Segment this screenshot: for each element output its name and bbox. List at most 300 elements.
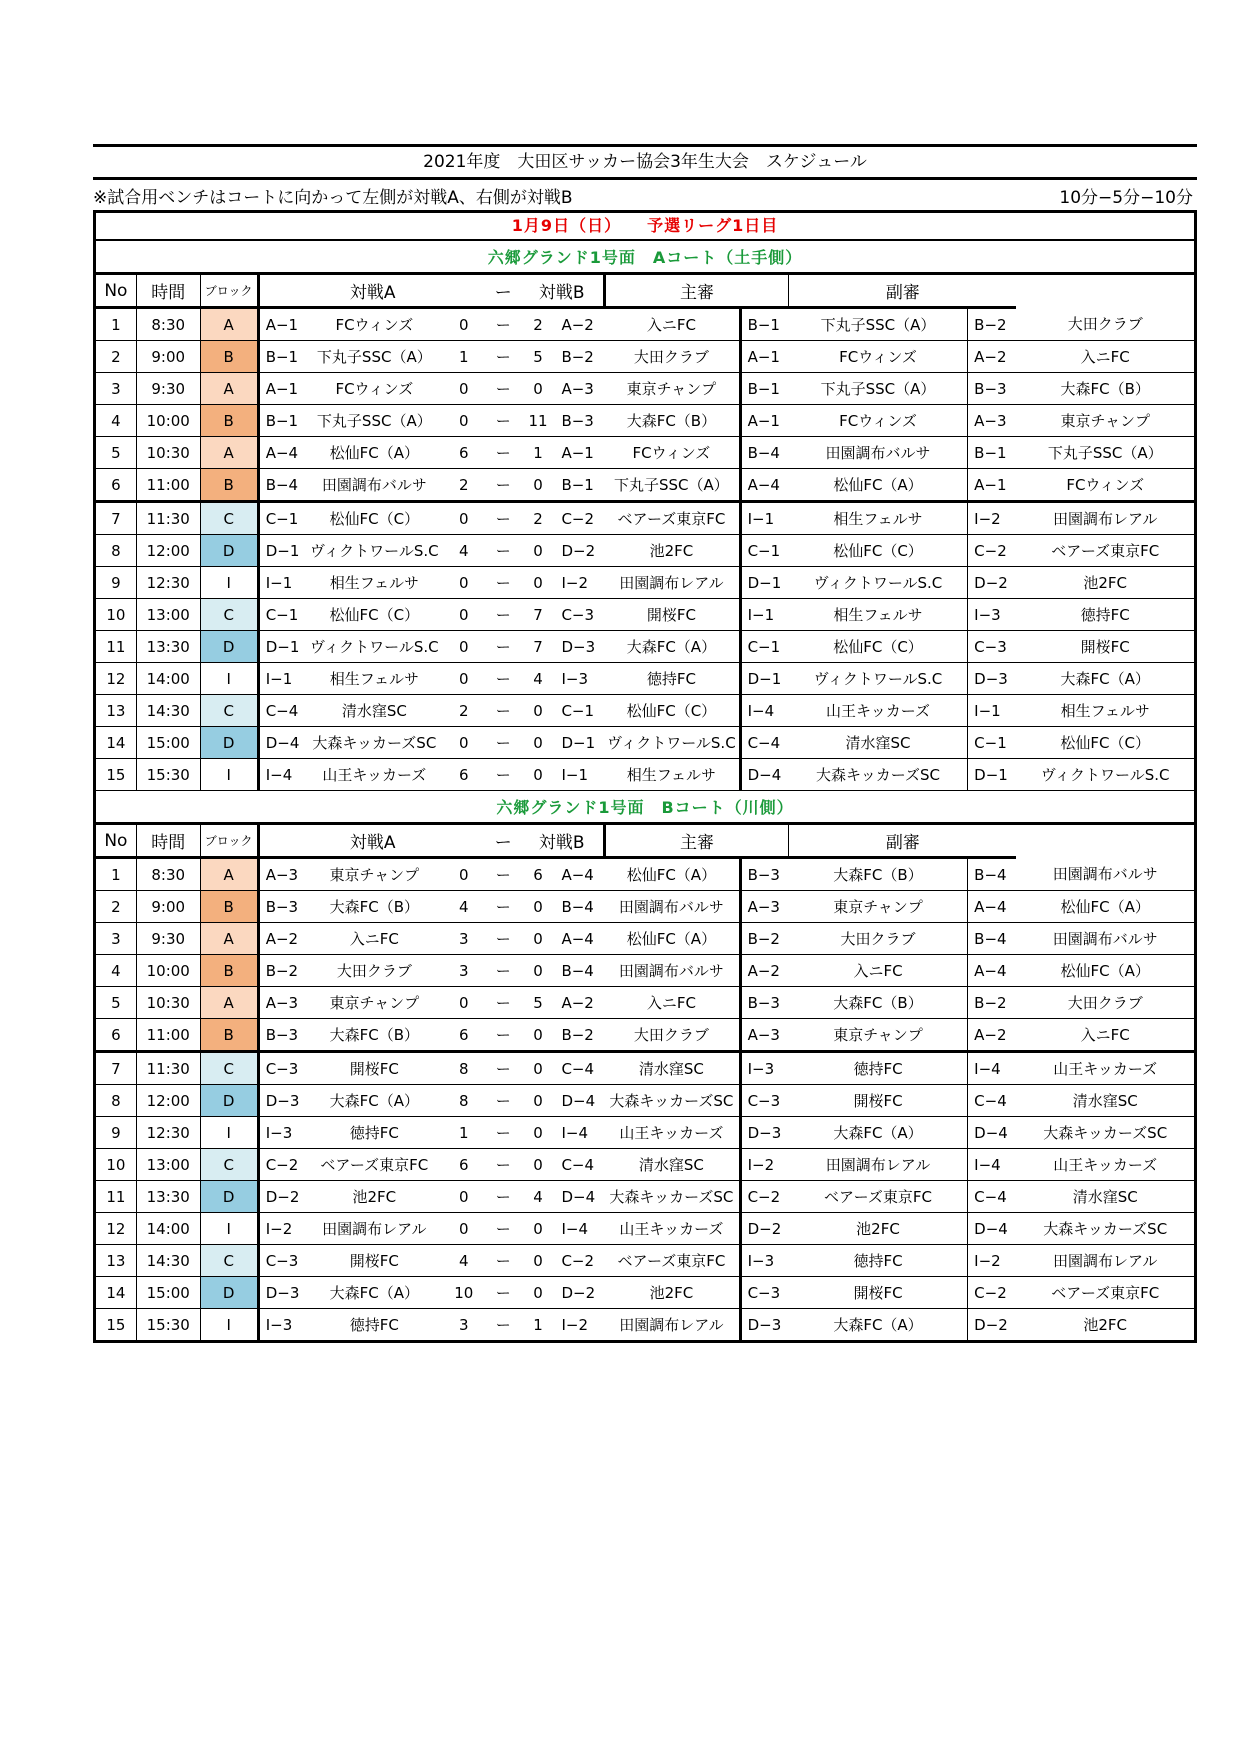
team-b-name: 入ニFC bbox=[604, 987, 740, 1019]
score-b: 0 bbox=[521, 1277, 556, 1309]
assistant-name: 山王キッカーズ bbox=[1016, 1052, 1195, 1085]
col-header-time: 時間 bbox=[136, 824, 200, 858]
team-a-name: 大森FC（B） bbox=[307, 891, 442, 923]
referee-code: D−3 bbox=[740, 1309, 789, 1342]
court-name: 六郷グランド1号面 Aコート（土手側） bbox=[95, 241, 1196, 274]
assistant-name: 松仙FC（A） bbox=[1016, 955, 1195, 987]
score-dash: ー bbox=[486, 891, 521, 923]
team-b-code: C−4 bbox=[555, 1052, 604, 1085]
team-a-code: I−2 bbox=[258, 1213, 307, 1245]
team-a-name: ヴィクトワールS.C bbox=[307, 631, 442, 663]
match-row bbox=[95, 663, 1196, 695]
referee-name: 大森キッカーズSC bbox=[789, 759, 968, 791]
team-b-name: FCウィンズ bbox=[604, 437, 740, 469]
col-header-assistant: 副審 bbox=[789, 824, 1017, 858]
score-a: 8 bbox=[442, 1085, 486, 1117]
match-block: B bbox=[200, 891, 258, 923]
match-no: 5 bbox=[95, 987, 137, 1019]
col-header-team-a: 対戦A bbox=[258, 274, 486, 308]
score-b: 2 bbox=[521, 308, 556, 341]
match-block: A bbox=[200, 437, 258, 469]
score-dash: ー bbox=[486, 373, 521, 405]
score-b: 0 bbox=[521, 1149, 556, 1181]
assistant-name: 松仙FC（A） bbox=[1016, 891, 1195, 923]
team-b-code: C−2 bbox=[555, 502, 604, 535]
team-a-name: FCウィンズ bbox=[307, 308, 442, 341]
match-time: 13:00 bbox=[136, 1149, 200, 1181]
score-b: 6 bbox=[521, 858, 556, 891]
referee-code: C−3 bbox=[740, 1085, 789, 1117]
match-block: B bbox=[200, 341, 258, 373]
assistant-code: A−3 bbox=[968, 405, 1017, 437]
match-block: C bbox=[200, 695, 258, 727]
team-a-name: 松仙FC（C） bbox=[307, 502, 442, 535]
match-row bbox=[95, 373, 1196, 405]
team-a-code: C−1 bbox=[258, 599, 307, 631]
team-b-name: 池2FC bbox=[604, 1277, 740, 1309]
score-dash: ー bbox=[486, 1213, 521, 1245]
team-a-code: B−3 bbox=[258, 891, 307, 923]
assistant-name: 田園調布レアル bbox=[1016, 1245, 1195, 1277]
schedule-sheet bbox=[93, 144, 1197, 1343]
score-dash: ー bbox=[486, 695, 521, 727]
assistant-code: C−4 bbox=[968, 1181, 1017, 1213]
team-b-code: A−1 bbox=[555, 437, 604, 469]
score-a: 8 bbox=[442, 1052, 486, 1085]
match-no: 3 bbox=[95, 373, 137, 405]
score-dash: ー bbox=[486, 1309, 521, 1342]
team-a-code: I−4 bbox=[258, 759, 307, 791]
referee-code: A−1 bbox=[740, 341, 789, 373]
score-a: 0 bbox=[442, 373, 486, 405]
team-a-code: A−1 bbox=[258, 373, 307, 405]
referee-code: I−4 bbox=[740, 695, 789, 727]
score-dash: ー bbox=[486, 1117, 521, 1149]
team-b-name: 大森キッカーズSC bbox=[604, 1181, 740, 1213]
match-time: 12:30 bbox=[136, 567, 200, 599]
assistant-code: D−2 bbox=[968, 1309, 1017, 1342]
referee-code: I−2 bbox=[740, 1149, 789, 1181]
match-block: C bbox=[200, 1245, 258, 1277]
match-no: 10 bbox=[95, 599, 137, 631]
referee-code: A−4 bbox=[740, 469, 789, 502]
score-b: 0 bbox=[521, 1245, 556, 1277]
team-a-name: 東京チャンプ bbox=[307, 987, 442, 1019]
match-time: 14:00 bbox=[136, 663, 200, 695]
day-label: 1月9日（日） 予選リーグ1日目 bbox=[93, 213, 1197, 241]
match-time: 9:00 bbox=[136, 341, 200, 373]
assistant-code: C−4 bbox=[968, 1085, 1017, 1117]
score-a: 0 bbox=[442, 405, 486, 437]
match-no: 1 bbox=[95, 858, 137, 891]
assistant-name: 入ニFC bbox=[1016, 341, 1195, 373]
match-row bbox=[95, 695, 1196, 727]
score-b: 0 bbox=[521, 955, 556, 987]
score-dash: ー bbox=[486, 1149, 521, 1181]
match-time: 13:00 bbox=[136, 599, 200, 631]
match-row bbox=[95, 987, 1196, 1019]
referee-name: 山王キッカーズ bbox=[789, 695, 968, 727]
team-a-name: 相生フェルサ bbox=[307, 567, 442, 599]
score-dash: ー bbox=[486, 599, 521, 631]
match-row bbox=[95, 599, 1196, 631]
team-a-name: 開桜FC bbox=[307, 1052, 442, 1085]
match-no: 14 bbox=[95, 1277, 137, 1309]
score-a: 6 bbox=[442, 1149, 486, 1181]
match-row bbox=[95, 1309, 1196, 1342]
team-a-name: 田園調布レアル bbox=[307, 1213, 442, 1245]
bench-note-text: ※試合用ベンチはコートに向かって左側が対戦A、右側が対戦B bbox=[93, 187, 573, 208]
match-block: C bbox=[200, 502, 258, 535]
team-b-name: 大森FC（A） bbox=[604, 631, 740, 663]
score-dash: ー bbox=[486, 469, 521, 502]
assistant-name: 大森FC（A） bbox=[1016, 663, 1195, 695]
team-a-name: 入ニFC bbox=[307, 923, 442, 955]
score-a: 0 bbox=[442, 599, 486, 631]
court-name-row bbox=[95, 791, 1196, 824]
score-a: 3 bbox=[442, 1309, 486, 1342]
column-header-row bbox=[95, 824, 1196, 858]
assistant-code: D−4 bbox=[968, 1117, 1017, 1149]
team-a-name: 田園調布バルサ bbox=[307, 469, 442, 502]
team-b-name: 大田クラブ bbox=[604, 341, 740, 373]
team-a-name: 相生フェルサ bbox=[307, 663, 442, 695]
referee-code: C−1 bbox=[740, 631, 789, 663]
court-name: 六郷グランド1号面 Bコート（川側） bbox=[95, 791, 1196, 824]
score-a: 4 bbox=[442, 535, 486, 567]
team-a-code: A−2 bbox=[258, 923, 307, 955]
col-header-dash: ー bbox=[486, 824, 521, 858]
team-b-code: B−2 bbox=[555, 1019, 604, 1052]
match-no: 4 bbox=[95, 955, 137, 987]
team-a-code: I−3 bbox=[258, 1309, 307, 1342]
referee-code: B−3 bbox=[740, 858, 789, 891]
team-a-code: I−3 bbox=[258, 1117, 307, 1149]
assistant-code: B−4 bbox=[968, 923, 1017, 955]
score-dash: ー bbox=[486, 1085, 521, 1117]
team-b-name: 池2FC bbox=[604, 535, 740, 567]
score-b: 7 bbox=[521, 631, 556, 663]
referee-code: A−3 bbox=[740, 1019, 789, 1052]
match-row bbox=[95, 1213, 1196, 1245]
score-a: 3 bbox=[442, 923, 486, 955]
team-a-name: 徳持FC bbox=[307, 1117, 442, 1149]
team-a-code: B−1 bbox=[258, 405, 307, 437]
assistant-name: 大田クラブ bbox=[1016, 308, 1195, 341]
team-a-name: 大森FC（A） bbox=[307, 1277, 442, 1309]
assistant-name: 大森キッカーズSC bbox=[1016, 1117, 1195, 1149]
team-b-name: 大森FC（B） bbox=[604, 405, 740, 437]
team-b-name: 相生フェルサ bbox=[604, 759, 740, 791]
match-row bbox=[95, 567, 1196, 599]
team-a-code: A−3 bbox=[258, 987, 307, 1019]
team-b-name: 徳持FC bbox=[604, 663, 740, 695]
team-a-name: 大森キッカーズSC bbox=[307, 727, 442, 759]
match-block: D bbox=[200, 1181, 258, 1213]
assistant-code: D−4 bbox=[968, 1213, 1017, 1245]
assistant-name: ヴィクトワールS.C bbox=[1016, 759, 1195, 791]
match-no: 7 bbox=[95, 1052, 137, 1085]
assistant-name: 下丸子SSC（A） bbox=[1016, 437, 1195, 469]
assistant-name: 田園調布バルサ bbox=[1016, 858, 1195, 891]
team-b-name: 入ニFC bbox=[604, 308, 740, 341]
col-header-no: No bbox=[95, 274, 137, 308]
col-header-block: ブロック bbox=[200, 274, 258, 308]
team-b-name: 清水窪SC bbox=[604, 1052, 740, 1085]
referee-name: 松仙FC（C） bbox=[789, 631, 968, 663]
match-no: 8 bbox=[95, 1085, 137, 1117]
referee-code: A−3 bbox=[740, 891, 789, 923]
column-header-row bbox=[95, 274, 1196, 308]
team-a-name: 大森FC（B） bbox=[307, 1019, 442, 1052]
match-no: 2 bbox=[95, 341, 137, 373]
match-row bbox=[95, 891, 1196, 923]
team-b-name: 田園調布レアル bbox=[604, 567, 740, 599]
team-a-code: D−2 bbox=[258, 1181, 307, 1213]
team-a-name: 徳持FC bbox=[307, 1309, 442, 1342]
match-time: 8:30 bbox=[136, 858, 200, 891]
assistant-name: 田園調布レアル bbox=[1016, 502, 1195, 535]
match-no: 10 bbox=[95, 1149, 137, 1181]
team-b-code: A−4 bbox=[555, 858, 604, 891]
team-a-code: C−4 bbox=[258, 695, 307, 727]
score-dash: ー bbox=[486, 1181, 521, 1213]
team-b-code: C−1 bbox=[555, 695, 604, 727]
team-b-name: 東京チャンプ bbox=[604, 373, 740, 405]
assistant-name: 清水窪SC bbox=[1016, 1181, 1195, 1213]
match-time: 11:00 bbox=[136, 469, 200, 502]
match-time: 12:00 bbox=[136, 1085, 200, 1117]
assistant-code: D−3 bbox=[968, 663, 1017, 695]
match-no: 13 bbox=[95, 1245, 137, 1277]
score-b: 0 bbox=[521, 695, 556, 727]
team-a-code: B−1 bbox=[258, 341, 307, 373]
team-b-name: ベアーズ東京FC bbox=[604, 502, 740, 535]
referee-code: D−2 bbox=[740, 1213, 789, 1245]
referee-name: 大森FC（B） bbox=[789, 858, 968, 891]
score-a: 6 bbox=[442, 1019, 486, 1052]
assistant-name: 大森FC（B） bbox=[1016, 373, 1195, 405]
referee-code: D−1 bbox=[740, 567, 789, 599]
score-a: 4 bbox=[442, 891, 486, 923]
assistant-code: B−2 bbox=[968, 987, 1017, 1019]
assistant-name: 池2FC bbox=[1016, 1309, 1195, 1342]
match-time: 11:00 bbox=[136, 1019, 200, 1052]
match-time: 14:00 bbox=[136, 1213, 200, 1245]
referee-code: C−4 bbox=[740, 727, 789, 759]
score-b: 0 bbox=[521, 1085, 556, 1117]
col-header-no: No bbox=[95, 824, 137, 858]
match-block: D bbox=[200, 1277, 258, 1309]
match-time: 14:30 bbox=[136, 695, 200, 727]
score-a: 0 bbox=[442, 631, 486, 663]
team-b-code: B−4 bbox=[555, 891, 604, 923]
match-no: 15 bbox=[95, 1309, 137, 1342]
referee-name: FCウィンズ bbox=[789, 405, 968, 437]
team-b-name: 田園調布バルサ bbox=[604, 891, 740, 923]
match-block: D bbox=[200, 535, 258, 567]
referee-name: 徳持FC bbox=[789, 1052, 968, 1085]
referee-name: 松仙FC（A） bbox=[789, 469, 968, 502]
match-row bbox=[95, 308, 1196, 341]
team-b-code: B−3 bbox=[555, 405, 604, 437]
score-b: 1 bbox=[521, 1309, 556, 1342]
score-dash: ー bbox=[486, 923, 521, 955]
team-b-code: C−4 bbox=[555, 1149, 604, 1181]
team-b-code: A−2 bbox=[555, 987, 604, 1019]
team-b-code: B−4 bbox=[555, 955, 604, 987]
team-a-name: 清水窪SC bbox=[307, 695, 442, 727]
score-dash: ー bbox=[486, 502, 521, 535]
match-no: 12 bbox=[95, 663, 137, 695]
referee-code: C−3 bbox=[740, 1277, 789, 1309]
score-dash: ー bbox=[486, 405, 521, 437]
team-a-code: B−4 bbox=[258, 469, 307, 502]
score-dash: ー bbox=[486, 341, 521, 373]
assistant-name: ベアーズ東京FC bbox=[1016, 1277, 1195, 1309]
assistant-code: A−2 bbox=[968, 1019, 1017, 1052]
assistant-code: B−3 bbox=[968, 373, 1017, 405]
court-name-row bbox=[95, 241, 1196, 274]
match-no: 1 bbox=[95, 308, 137, 341]
score-b: 11 bbox=[521, 405, 556, 437]
referee-name: 大森FC（A） bbox=[789, 1309, 968, 1342]
col-header-dash: ー bbox=[486, 274, 521, 308]
score-dash: ー bbox=[486, 1019, 521, 1052]
team-a-code: C−3 bbox=[258, 1052, 307, 1085]
team-b-code: D−4 bbox=[555, 1085, 604, 1117]
score-b: 0 bbox=[521, 1052, 556, 1085]
referee-name: 田園調布レアル bbox=[789, 1149, 968, 1181]
assistant-name: 山王キッカーズ bbox=[1016, 1149, 1195, 1181]
referee-name: 大森FC（A） bbox=[789, 1117, 968, 1149]
referee-name: 入ニFC bbox=[789, 955, 968, 987]
team-a-code: B−3 bbox=[258, 1019, 307, 1052]
assistant-name: 開桜FC bbox=[1016, 631, 1195, 663]
assistant-code: I−2 bbox=[968, 1245, 1017, 1277]
assistant-code: C−3 bbox=[968, 631, 1017, 663]
match-row bbox=[95, 923, 1196, 955]
match-time: 10:30 bbox=[136, 437, 200, 469]
team-b-code: B−1 bbox=[555, 469, 604, 502]
referee-name: 開桜FC bbox=[789, 1085, 968, 1117]
assistant-code: A−4 bbox=[968, 955, 1017, 987]
score-dash: ー bbox=[486, 437, 521, 469]
team-a-name: 池2FC bbox=[307, 1181, 442, 1213]
assistant-name: 田園調布バルサ bbox=[1016, 923, 1195, 955]
assistant-name: 池2FC bbox=[1016, 567, 1195, 599]
match-time: 15:30 bbox=[136, 759, 200, 791]
match-time: 10:30 bbox=[136, 987, 200, 1019]
team-a-name: FCウィンズ bbox=[307, 373, 442, 405]
assistant-name: 徳持FC bbox=[1016, 599, 1195, 631]
referee-name: 松仙FC（C） bbox=[789, 535, 968, 567]
referee-name: 大田クラブ bbox=[789, 923, 968, 955]
col-header-team-b: 対戦B bbox=[521, 274, 605, 308]
score-dash: ー bbox=[486, 567, 521, 599]
team-b-code: D−4 bbox=[555, 1181, 604, 1213]
team-b-code: I−2 bbox=[555, 1309, 604, 1342]
schedule-table bbox=[93, 241, 1197, 1343]
team-b-code: A−3 bbox=[555, 373, 604, 405]
match-time: 9:30 bbox=[136, 923, 200, 955]
bench-note bbox=[93, 180, 1197, 213]
assistant-name: 東京チャンプ bbox=[1016, 405, 1195, 437]
score-dash: ー bbox=[486, 535, 521, 567]
team-b-name: ヴィクトワールS.C bbox=[604, 727, 740, 759]
col-header-time: 時間 bbox=[136, 274, 200, 308]
assistant-code: I−3 bbox=[968, 599, 1017, 631]
match-row bbox=[95, 1245, 1196, 1277]
assistant-name: 松仙FC（C） bbox=[1016, 727, 1195, 759]
score-b: 0 bbox=[521, 891, 556, 923]
team-a-name: 松仙FC（C） bbox=[307, 599, 442, 631]
team-a-code: D−3 bbox=[258, 1085, 307, 1117]
referee-name: ヴィクトワールS.C bbox=[789, 567, 968, 599]
team-a-code: C−2 bbox=[258, 1149, 307, 1181]
match-block: D bbox=[200, 727, 258, 759]
team-a-name: 松仙FC（A） bbox=[307, 437, 442, 469]
score-a: 4 bbox=[442, 1245, 486, 1277]
col-header-team-a: 対戦A bbox=[258, 824, 486, 858]
match-block: I bbox=[200, 1213, 258, 1245]
assistant-name: 相生フェルサ bbox=[1016, 695, 1195, 727]
team-b-name: 山王キッカーズ bbox=[604, 1117, 740, 1149]
col-header-referee: 主審 bbox=[604, 274, 789, 308]
team-a-code: I−1 bbox=[258, 567, 307, 599]
referee-name: 徳持FC bbox=[789, 1245, 968, 1277]
team-b-name: 田園調布バルサ bbox=[604, 955, 740, 987]
team-b-code: D−1 bbox=[555, 727, 604, 759]
match-time: 11:30 bbox=[136, 1052, 200, 1085]
score-b: 2 bbox=[521, 502, 556, 535]
score-a: 0 bbox=[442, 1213, 486, 1245]
match-row bbox=[95, 341, 1196, 373]
team-a-name: ヴィクトワールS.C bbox=[307, 535, 442, 567]
score-b: 0 bbox=[521, 469, 556, 502]
referee-code: B−1 bbox=[740, 373, 789, 405]
referee-name: 下丸子SSC（A） bbox=[789, 373, 968, 405]
score-a: 0 bbox=[442, 663, 486, 695]
assistant-name: FCウィンズ bbox=[1016, 469, 1195, 502]
referee-code: I−1 bbox=[740, 502, 789, 535]
referee-code: A−2 bbox=[740, 955, 789, 987]
score-a: 0 bbox=[442, 858, 486, 891]
team-b-name: 山王キッカーズ bbox=[604, 1213, 740, 1245]
assistant-code: D−1 bbox=[968, 759, 1017, 791]
match-no: 6 bbox=[95, 1019, 137, 1052]
team-b-name: 下丸子SSC（A） bbox=[604, 469, 740, 502]
match-no: 7 bbox=[95, 502, 137, 535]
match-no: 2 bbox=[95, 891, 137, 923]
referee-code: D−1 bbox=[740, 663, 789, 695]
match-row bbox=[95, 759, 1196, 791]
assistant-code: C−2 bbox=[968, 1277, 1017, 1309]
match-block: B bbox=[200, 405, 258, 437]
score-dash: ー bbox=[486, 858, 521, 891]
match-block: I bbox=[200, 567, 258, 599]
referee-code: D−4 bbox=[740, 759, 789, 791]
score-b: 0 bbox=[521, 727, 556, 759]
team-a-name: 山王キッカーズ bbox=[307, 759, 442, 791]
referee-name: FCウィンズ bbox=[789, 341, 968, 373]
match-row bbox=[95, 1019, 1196, 1052]
score-b: 0 bbox=[521, 567, 556, 599]
score-b: 0 bbox=[521, 1213, 556, 1245]
score-dash: ー bbox=[486, 1245, 521, 1277]
match-no: 15 bbox=[95, 759, 137, 791]
match-block: A bbox=[200, 923, 258, 955]
